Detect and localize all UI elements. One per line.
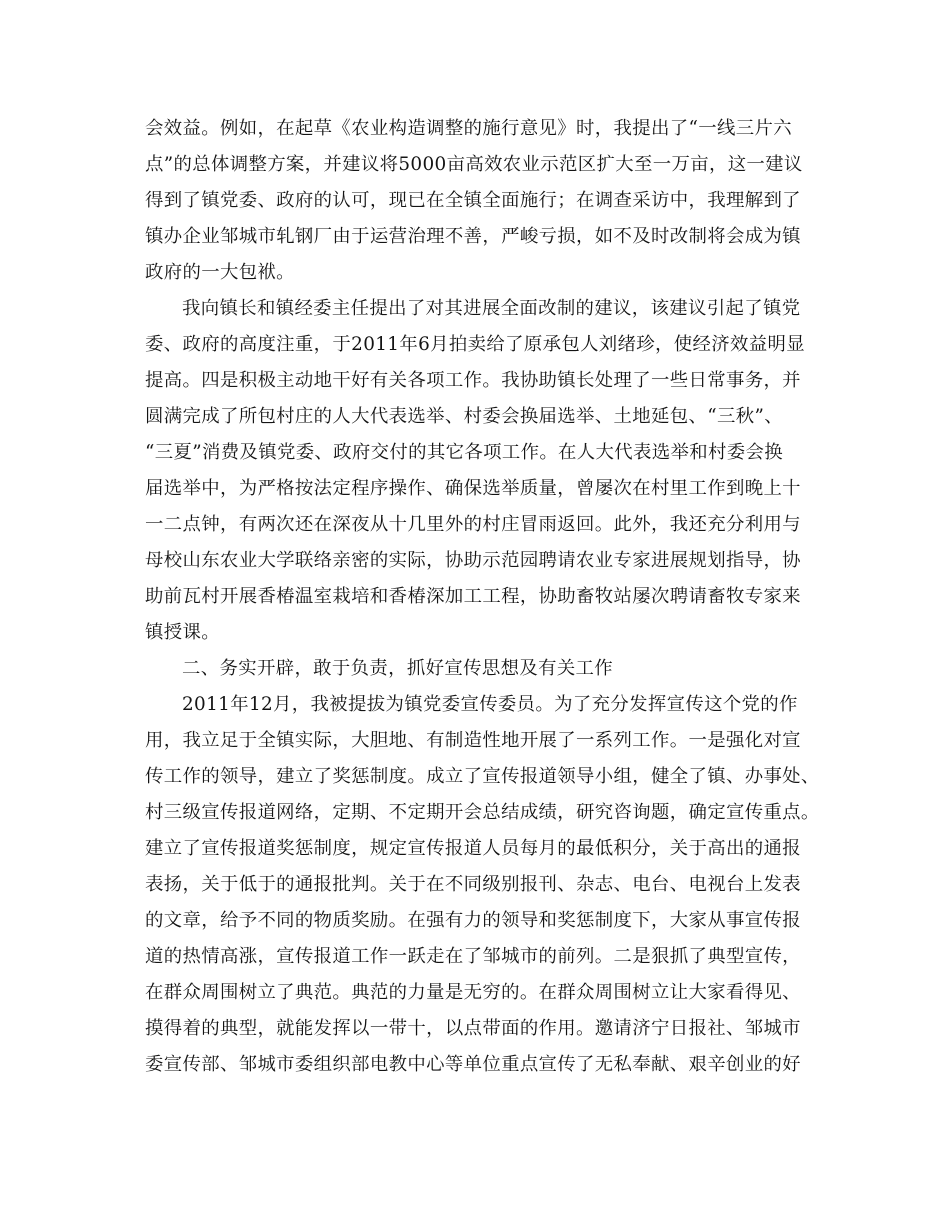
text-line: “三夏”消费及镇党委、政府交付的其它各项工作。在人大代表选举和村委会换: [145, 442, 783, 463]
text-line: 表扬，关于低于的通报批判。关于在不同级别报刊、杂志、电台、电视台上发表: [145, 874, 801, 895]
text-line: 村三级宣传报道网络，定期、不定期开会总结成绩，研究咨询题，确定宣传重点。: [145, 802, 820, 823]
text-line: 的文章，给予不同的物质奖励。在强有力的领导和奖惩制度下，大家从事宣传报: [145, 910, 801, 931]
text-line: 镇办企业邹城市轧钢厂由于运营治理不善，严峻亏损，如不及时改制将会成为镇: [145, 226, 801, 247]
text-line: 一二点钟，有两次还在深夜从十几里外的村庄冒雨返回。此外，我还充分利用与: [145, 514, 801, 535]
paragraph-first-line: 2011年12月，我被提拔为镇党委宣传委员。为了充分发挥宣传这个党的作: [182, 694, 798, 715]
text-line: 委宣传部、邹城市委组织部电教中心等单位重点宣传了无私奉献、艰辛创业的好: [145, 1054, 801, 1075]
text-line: 圆满完成了所包村庄的人大代表选举、村委会换届选举、土地延包、“三秋”、: [145, 406, 783, 427]
text-line: 道的热情高涨，宣传报道工作一跃走在了邹城市的前列。二是狠抓了典型宣传，: [145, 946, 801, 967]
text-line: 摸得着的典型，就能发挥以一带十，以点带面的作用。邀请济宁日报社、邹城市: [145, 1018, 801, 1039]
text-line: 在群众周围树立了典范。典范的力量是无穷的。在群众周围树立让大家看得见、: [145, 982, 801, 1003]
text-line: 母校山东农业大学联络亲密的实际，协助示范园聘请农业专家进展规划指导，协: [145, 550, 801, 571]
text-line: 得到了镇党委、政府的认可，现已在全镇全面施行；在调查采访中，我理解到了: [145, 190, 801, 211]
text-line: 点”的总体调整方案，并建议将5000亩高效农业示范区扩大至一万亩，这一建议: [145, 154, 803, 175]
text-line: 传工作的领导，建立了奖惩制度。成立了宣传报道领导小组，健全了镇、办事处、: [145, 766, 820, 787]
text-line: 建立了宣传报道奖惩制度，规定宣传报道人员每月的最低积分，关于高出的通报: [145, 838, 801, 859]
text-line: 委、政府的高度注重，于2011年6月拍卖给了原承包人刘绪珍，使经济效益明显: [145, 334, 805, 355]
text-line: 助前瓦村开展香椿温室栽培和香椿深加工工程，协助畜牧站屡次聘请畜牧专家来: [145, 586, 801, 607]
text-line: 届选举中，为严格按法定程序操作、确保选举质量，曾屡次在村里工作到晚上十: [145, 478, 801, 499]
text-line: 用，我立足于全镇实际，大胆地、有制造性地开展了一系列工作。一是强化对宣: [145, 730, 801, 751]
section-heading: 二、务实开辟，敢于负责，抓好宣传思想及有关工作: [182, 658, 614, 679]
text-line: 提高。四是积极主动地干好有关各项工作。我协助镇长处理了一些日常事务，并: [145, 370, 801, 391]
paragraph-first-line: 我向镇长和镇经委主任提出了对其进展全面改制的建议，该建议引起了镇党: [182, 298, 801, 319]
text-line: 政府的一大包袱。: [145, 262, 295, 283]
text-line: 会效益。例如，在起草《农业构造调整的施行意见》时，我提出了“一线三片六: [145, 118, 792, 139]
text-line: 镇授课。: [145, 622, 220, 643]
